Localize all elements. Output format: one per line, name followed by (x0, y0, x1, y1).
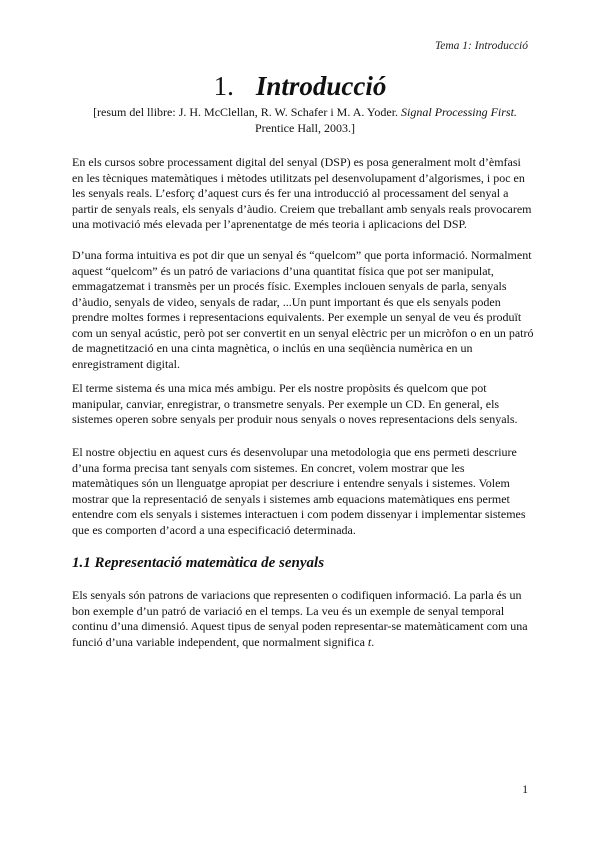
section-paragraph-end: . (371, 634, 375, 649)
chapter-title (0, 70, 600, 102)
section-variable: t (367, 634, 372, 649)
section-title: 1.1 Representació matemàtica de senyals (72, 555, 325, 571)
chapter-title-text: Introducció (255, 71, 387, 101)
summary-suffix: Prentice Hall, 2003.] (255, 121, 355, 135)
running-header: Tema 1: Introducció (434, 40, 528, 52)
summary-book-title: Signal Processing First. (401, 105, 517, 119)
intro-paragraph-1: En els cursos sobre processament digital del senyal (DSP) es posa generalment molt d’èmfasi en les tècniques matemàtiques i mètodes utilitzats pel desenvolupament d’algorismes, i poc en les senyals reals. L’esforç d’aquest curs és fer una introducció al processament del senyal a partir de senyals reals, els senyals d’àudio. Creiem que treballant amb senyals reals provocarem una motivació més elevada per l’aprenentatge de més teoria i aplicacions del DSP. (72, 155, 532, 231)
intro-paragraph-2: D’una forma intuitiva es pot dir que un senyal és “quelcom” que porta informació. Normalment aquest “quelcom” és un patró de variacions d’una quantitat física que pot ser manipulat, emmagatzemat i transmès per un procés físic. Exemples inclouen senyals de parla, senyals d’àudio, senyals de video, senyals de radar, ...Un punt important és que els senyals poden prendre moltes formes i representacions equivalents. Per exemple un senyal de veu és produït com un senyal acústic, però pot ser convertit en un senyal elèctric per un micròfon o en un patró de magnetització en una cinta magnètica, o inclús en una seqüència numèrica en un enregistrament digital. (72, 248, 534, 371)
summary-prefix: [resum del llibre: J. H. McClellan, R. W. Schafer i M. A. Yoder. (93, 105, 399, 119)
summary-note (82, 104, 528, 136)
section-paragraph-text: Els senyals són patrons de variacions que representen o codifiquen informació. La parla és un bon exemple d’un patró de variació en el temps. La veu és un exemple de senyal temporal continu d’una dimensió. Aquest tipus de senyal poden representar-se matemàticament com una funció d’una variable independent, que normalment significa (72, 588, 528, 649)
chapter-number: 1. (213, 71, 234, 101)
section-paragraph (72, 588, 534, 650)
page-number: 1 (522, 784, 528, 796)
intro-paragraph-3: El terme sistema és una mica més ambigu. Per els nostre propòsits és quelcom que pot manipular, canviar, enregistrar, o transmetre senyals. Per exemple un CD. En general, els sistemes operen sobre senyals per produir nous senyals o noves representacions dels senyals. (72, 381, 518, 426)
intro-paragraph-4: El nostre objectiu en aquest curs és desenvolupar una metodologia que ens permeti descriure d’una forma precisa tant senyals com sistemes. En concret, volem mostrar que les matemàtiques són un llenguatge apropiat per descriure i entendre senyals i sistemes. Volem mostrar que la representació de senyals i sistemes amb equacions matemàtiques ens permet entendre com els senyals i sistemes interactuen i com podem dissenyar i implementar sistemes que es comporten d’acord a una especificació determinada. (72, 445, 526, 537)
